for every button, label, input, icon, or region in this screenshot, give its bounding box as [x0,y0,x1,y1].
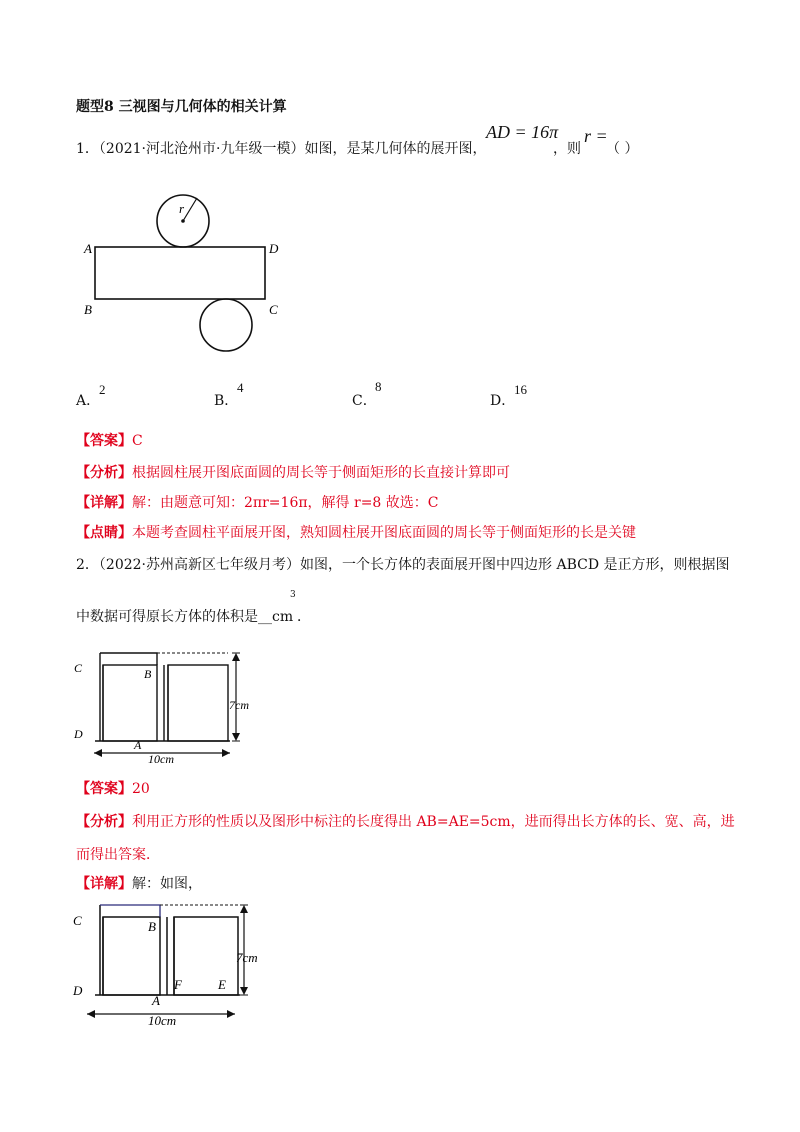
q1-answer: C [132,433,143,449]
q2f2-height-arrowhead-top [240,905,248,913]
q2-analysis-line1 [76,813,735,831]
section-title: 题型8 三视图与几何体的相关计算 [76,99,287,115]
q1-option-b-value: 4 [237,380,244,395]
q1-stem [76,140,486,158]
q1-option-b-letter: B． [214,393,239,409]
q1-math-r: r = [584,126,608,146]
q2-answer: 20 [132,781,150,797]
q1-label-a: A [84,241,92,256]
q1-radius-line [183,198,197,221]
q2f2-top-face [100,905,160,917]
q1-bottom-circle [200,299,252,351]
q2f1-label-c: C [74,661,83,675]
q2f2-label-e: E [218,977,226,992]
q2-stem-line2: 中数据可得原长方体的体积是__cm [76,609,294,625]
q1-center-dot [181,219,185,223]
q1-source: （2021·河北沧州市·九年级一模） [98,141,305,157]
q1-math-ad: AD = 16π [486,122,559,142]
q2f2-label-d: D [73,983,83,998]
q1-text: 如图，是某几何体的展开图， [304,141,487,157]
q2-analysis-line2: 而得出答案． [76,847,160,863]
q2f2-label-width: 10cm [148,1013,177,1027]
q1-answer-label: 【答案】 [76,433,132,449]
q2-detail: 解：如图， [132,876,202,892]
q1-comma: ，则 [553,141,581,157]
q1-label-b: B [84,302,92,317]
q2f2-right-face [174,917,238,995]
q1-option-d-letter: D． [490,393,516,409]
q2-answer-label: 【答案】 [76,781,132,797]
q2f1-label-height: 7cm [229,698,249,712]
q2f1-label-b: B [144,667,152,681]
q2f1-top-face [100,653,157,665]
q1-analysis-line [76,464,510,482]
q1-number: 1． [76,141,99,157]
q2f1-height-arrowhead-top [232,653,240,661]
q2f2-width-arrowhead-left [87,1010,95,1018]
q1-detail-line [76,494,439,512]
q2f1-width-arrowhead-left [94,749,102,757]
q1-label-r: r [179,201,185,216]
q2-number: 2． [76,557,99,573]
q1-label-d: D [269,241,279,256]
q1-answer-line [76,432,143,450]
q1-option-c-value: 8 [375,379,382,394]
q2f2-label-b: B [148,919,156,934]
q2-text-line1: 如图，一个长方体的表面展开图中四边形 ABCD 是正方形，则根据图 [300,557,730,573]
q2f1-label-d: D [74,727,83,741]
q2f1-label-width: 10cm [148,752,174,765]
q2f2-height-arrowhead-bottom [240,987,248,995]
q2-stem-line1 [76,556,730,574]
q1-cylinder-net-figure [75,188,295,358]
q1-analysis-label: 【分析】 [76,465,132,481]
q2f2-label-a: A [152,993,160,1008]
q1-option-d-value: 16 [514,382,527,397]
q2f1-label-a: A [134,738,142,752]
q2f2-label-f: F [174,977,182,992]
q1-option-a-value: 2 [99,382,106,397]
q2f1-width-arrowhead-right [222,749,230,757]
q2-period: ． [297,609,311,625]
q1-comment-label: 【点睛】 [76,525,132,541]
q2-unit-superscript: 3 [290,590,296,600]
q2f2-label-c: C [73,913,82,928]
q1-detail: 解：由题意可知：2πr=16π，解得 r=8 故选：C [132,495,439,511]
q2-cuboid-net-figure [70,645,270,765]
q2-analysis-text1: 利用正方形的性质以及图形中标注的长度得出 AB=AE=5cm，进而得出长方体的长、宽、高，进 [132,814,735,830]
q1-lateral-rectangle [95,247,265,299]
q1-comment: 本题考查圆柱平面展开图，熟知圆柱展开图底面圆的周长等于侧面矩形的长是关键 [132,525,636,541]
q1-option-a-letter: A． [76,393,101,409]
q1-label-c: C [269,302,278,317]
q2f1-right-face [168,665,228,741]
q1-detail-label: 【详解】 [76,495,132,511]
q2-analysis-label: 【分析】 [76,814,132,830]
q2f1-height-arrowhead-bottom [232,733,240,741]
q1-comment-line [76,524,636,542]
q2-solution-figure [70,897,280,1027]
q2-detail-line [76,875,202,893]
q1-analysis: 根据圆柱展开图底面圆的周长等于侧面矩形的长直接计算即可 [132,465,510,481]
q2f2-label-height: 7cm [236,950,258,965]
q2-source: （2022·苏州高新区七年级月考） [98,557,301,573]
q1-blank: （ ） [606,141,639,157]
q1-option-c-letter: C． [352,393,377,409]
q2-answer-line [76,780,150,798]
q2f2-width-arrowhead-right [227,1010,235,1018]
q2-detail-label: 【详解】 [76,876,132,892]
